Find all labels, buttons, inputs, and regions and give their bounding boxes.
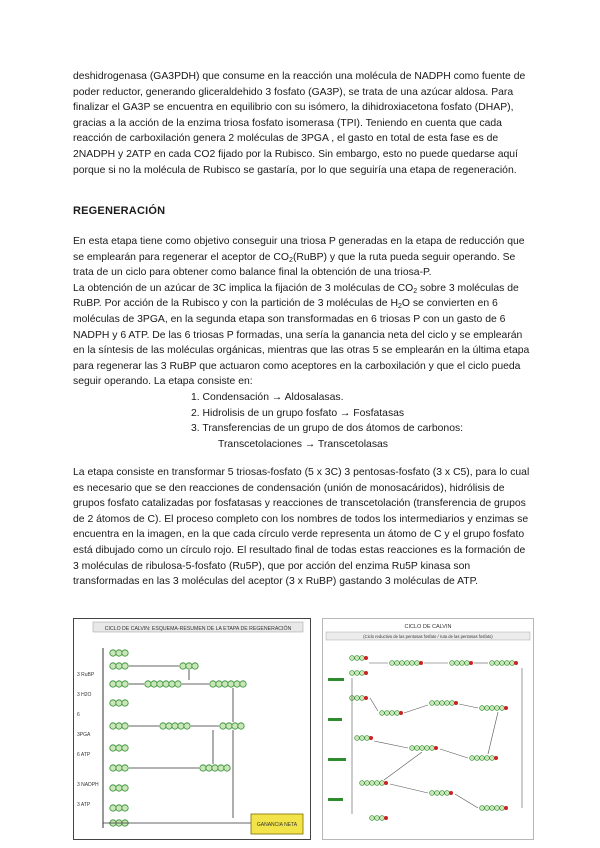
paragraph-objective: En esta etapa tiene como objetivo conseguir una triosa P generadas en la etapa de reducción que se emplearán para regenerar el aceptor de $CO_2(RuBP)$ y que la ruta pueda seguir operando. Se trata de un ciclo para obtener como balance final la obtención de una triosa-P. bbox=[73, 236, 525, 279]
section-heading-regeneracion: REGENERACIÓN bbox=[73, 205, 166, 217]
side-label: 3PGA bbox=[77, 732, 91, 738]
side-label: 3 RuBP bbox=[77, 672, 95, 678]
side-label: 3 H2O bbox=[77, 692, 92, 698]
list-item: 1. Condensación → Aldosalasas. bbox=[191, 391, 344, 403]
paragraph-process-summary bbox=[73, 465, 533, 590]
paragraph-3c-sugar: La obtención de un azúcar de 3C implica la fijación de 3 moléculas de $CO_2$ sobre 3 moléculas de RuBP. Por acción de la Rubisco y con la partición de 3 moléculas de $H_2O$ se convierten en 6 moléculas de 3PGA, en la segunda etapa son transformadas en 6 triosas P con un gasto de 6 NADPH y 6 ATP. De las 6 triosas P formadas, una sería la ganancia neta del ciclo y se emplearán en la síntesis de las moléculas orgánicas, mientras que las otras 5 se emplearán en la última etapa para regenerar las 3 RuBP que actuaron como aceptores en la carboxilación y que el ciclo pueda seguir operando. La etapa consiste en: bbox=[73, 282, 530, 388]
steps-list bbox=[73, 390, 533, 452]
paragraph: deshidrogenasa (GA3PDH) que consume en la reacción una molécula de NADPH como fuente de poder reductor, generando gliceraldehido 3 fosfato (GA3P), se trata de una azúcar aldosa. Para finalizar el GA3P se encuentra en equilibrio con su isómero, la dihidroxiacetona fosfato (DHAP), gracias a la acción de la enzima triosa fosfato isomerasa (TPI). Teniendo en cuenta que cada reacción de carboxilación genera 2 moléculas de 3PGA , el gasto en total de esta fase es de 2NADPH y 2ATP en cada CO2 fijado por la Rubisco. Sin embargo, esto no puede quedarse aquí porque si no la molécula de Rubisco se gastaría, por lo que seguiría una etapa de regeneración. bbox=[73, 71, 526, 176]
calvin-title: CICLO DE CALVIN bbox=[404, 624, 452, 630]
figure-regeneration-scheme bbox=[73, 618, 311, 840]
side-label: 3 NADPH bbox=[77, 782, 99, 788]
list-item: 3. Transferencias de un grupo de dos átomos de carbonos: bbox=[191, 423, 464, 435]
calvin-cycle-diagram bbox=[322, 618, 534, 840]
paragraph-reduction-end bbox=[73, 69, 533, 178]
net-gain-label: GANANCIA NETA bbox=[256, 822, 298, 828]
paragraph: La etapa consiste en transformar 5 triosas-fosfato (5 x 3C) 3 pentosas-fosfato (3 x C5), para lo cual es necesario que se den reacciones de condensación (unión de monosacáridos), hidrólisis de grupos fosfato catalizadas por fosfatasas y reacciones de transcetolación (transferencia de grupos de 2 átomos de C). El proceso completo con los nombres de todos los intermediarios y enzimas se encuentra en la imagen, en la que cada círculo verde representa un átomo de C y el grupo fosfato está dibujado como un círculo rojo. El resultado final de todas estas reacciones es la formación de 3 moléculas de ribulosa-5-fosfato (Ru5P), que por acción del enzima Ru5P kinasa son transformadas en las 3 moléculas del aceptor (3 x RuBP) gastando 3 moléculas de ATP. bbox=[73, 467, 530, 588]
side-label: 6 ATP bbox=[77, 752, 91, 758]
calvin-subtitle: (Ciclo reductivo de las pentosas fosfato / ruta de las pentosas fosfato) bbox=[363, 634, 493, 639]
list-subitem: Transcetolaciones → Transcetolasas bbox=[218, 438, 388, 450]
regeneration-section bbox=[73, 234, 533, 452]
scheme-title: CICLO DE CALVIN: ESQUEMA-RESUMEN DE LA ETAPA DE REGENERACIÓN bbox=[104, 626, 292, 632]
side-label: 6 bbox=[77, 712, 80, 718]
figure-calvin-cycle bbox=[322, 618, 534, 840]
list-item: 2. Hidrolisis de un grupo fosfato → Fosfatasas bbox=[191, 407, 405, 419]
side-label: 3 ATP bbox=[77, 802, 91, 808]
scheme-diagram bbox=[73, 618, 311, 840]
